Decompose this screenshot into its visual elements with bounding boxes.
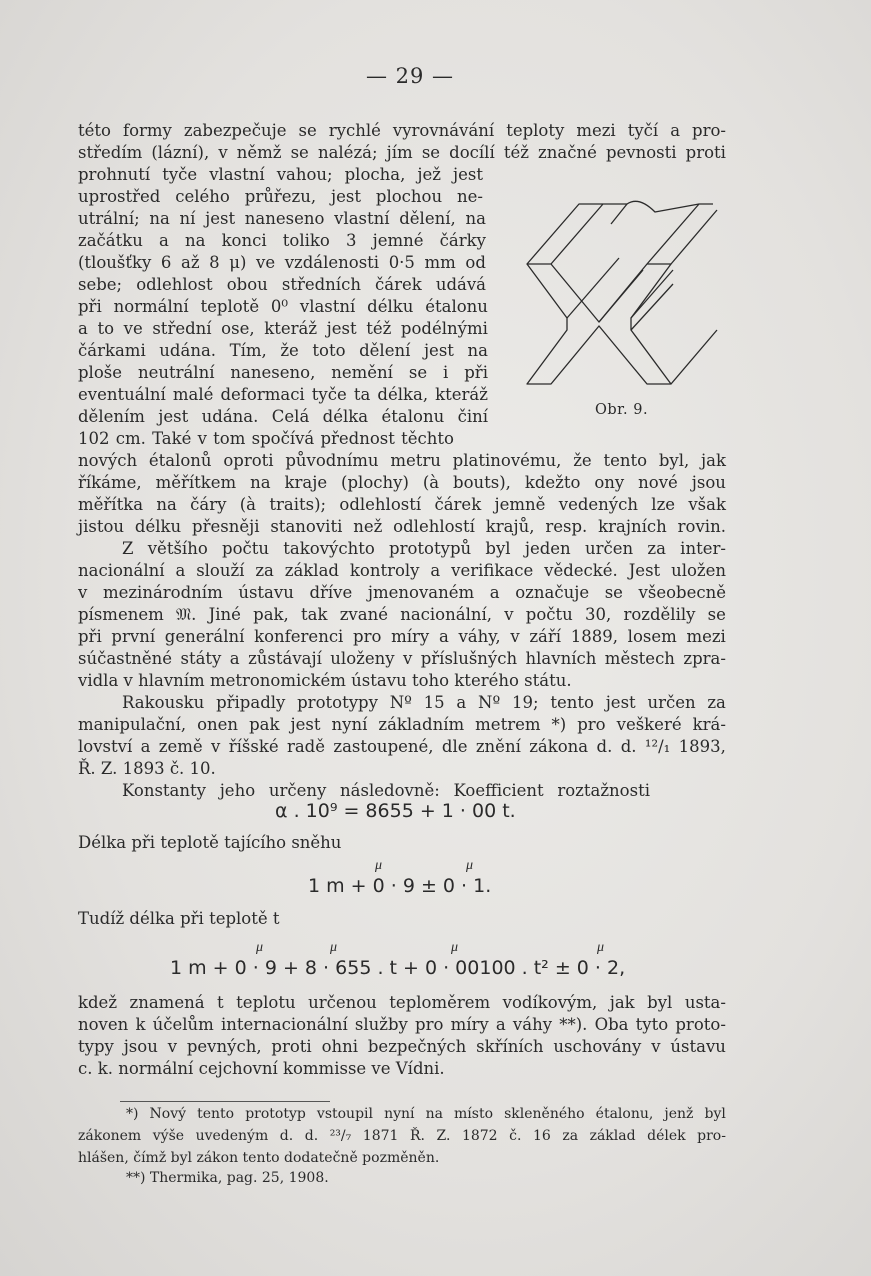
body-line: súčastněné státy a zůstávají uloženy v příslušných hlavních městech zpra- xyxy=(78,649,726,668)
mu-symbol: μ xyxy=(375,858,383,873)
body-line: v mezinárodním ústavu dříve jmenovaném a označuje se všeobecně xyxy=(78,583,726,602)
body-line: začátku a na konci toliko 3 jemné čárky xyxy=(78,231,486,250)
body-line: nacionální a slouží za základ kontroly a verifikace vědecké. Jest uložen xyxy=(78,561,726,580)
body-line: sebe; odlehlost obou středních čárek udává xyxy=(78,275,486,294)
body-line: typy jsou v pevných, proti ohni bezpečných skříních uschovány v ústavu xyxy=(78,1037,726,1056)
body-line: Ř. Z. 1893 č. 10. xyxy=(78,759,216,778)
body-line: eventuální malé deformaci tyče ta délka, kteráž xyxy=(78,385,488,404)
page-number: — 29 — xyxy=(365,64,455,88)
x-section-bar-figure xyxy=(523,190,718,388)
footnote-line: **) Thermika, pag. 25, 1908. xyxy=(126,1170,329,1186)
footnote-line: *) Nový tento prototyp vstoupil nyní na místo skleněného étalonu, jenž byl xyxy=(126,1106,726,1122)
body-line: kdež znamená t teplotu určenou teploměrem vodíkovým, jak byl usta- xyxy=(78,993,726,1012)
body-line: ploše neutrální naneseno, nemění se i při xyxy=(78,363,488,382)
body-line: noven k účelům internacionální služby pro míry a váhy **). Oba tyto proto- xyxy=(78,1015,726,1034)
body-line: jistou délku přesněji stanoviti než odlehlostí krajů, resp. krajních rovin. xyxy=(78,517,726,536)
body-line: říkáme, měřítkem na kraje (plochy) (à bouts), kdežto ony nové jsou xyxy=(78,473,726,492)
body-line: Tudíž délka při teplotě t xyxy=(78,909,280,928)
body-line: uprostřed celého průřezu, jest plochou ne- xyxy=(78,187,483,206)
body-line: vidla v hlavním metronomickém ústavu toho kterého státu. xyxy=(78,671,572,690)
body-line: utrální; na ní jest naneseno vlastní dělení, na xyxy=(78,209,486,228)
equation-length-t: 1 m + 0 · 9 + 8 · 655 . t + 0 · 00100 . t² ± 0 · 2, xyxy=(170,957,626,979)
mu-symbol: μ xyxy=(597,940,605,955)
body-line: (tloušťky 6 až 8 μ) ve vzdálenosti 0·5 mm od xyxy=(78,253,486,272)
body-line: manipulační, onen pak jest nyní základním metrem *) pro veškeré krá- xyxy=(78,715,726,734)
mu-symbol: μ xyxy=(256,940,264,955)
body-line: středím (lázní), v němž se nalézá; jím se docílí též značné pevnosti proti xyxy=(78,143,726,162)
mu-symbol: μ xyxy=(451,940,459,955)
body-line: při normální teplotě 0⁰ vlastní délku étalonu xyxy=(78,297,488,316)
body-line: 102 cm. Také v tom spočívá přednost těchto xyxy=(78,429,454,448)
equation-length-melting: 1 m + 0 · 9 ± 0 · 1. xyxy=(308,875,492,897)
body-line: a to ve střední ose, kteráž jest též podélnými xyxy=(78,319,488,338)
footnote-line: zákonem výše uvedeným d. d. ²³/₇ 1871 Ř. Z. 1872 č. 16 za základ délek pro- xyxy=(78,1128,726,1144)
body-line: nových étalonů oproti původnímu metru platinovému, že tento byl, jak xyxy=(78,451,726,470)
body-line: čárkami udána. Tím, že toto dělení jest na xyxy=(78,341,488,360)
footnote-divider xyxy=(120,1101,330,1102)
body-line: Rakousku připadly prototypy Nº 15 a Nº 19; tento jest určen za xyxy=(122,693,726,712)
footnote-line: hlášen, čímž byl zákon tento dodatečně pozměněn. xyxy=(78,1150,440,1166)
body-line: Délka při teplotě tajícího sněhu xyxy=(78,833,342,852)
mu-symbol: μ xyxy=(330,940,338,955)
body-line: Z většího počtu takovýchto prototypů byl jeden určen za inter- xyxy=(122,539,726,558)
body-line: c. k. normální cejchovní kommisse ve Vídni. xyxy=(78,1059,445,1078)
body-line: měřítka na čáry (à traits); odlehlostí čárek jemně vedených lze však xyxy=(78,495,726,514)
body-line: této formy zabezpečuje se rychlé vyrovnávání teploty mezi tyčí a pro- xyxy=(78,121,726,140)
mu-symbol: μ xyxy=(466,858,474,873)
body-line: Konstanty jeho určeny následovně: Koefficient roztažnosti xyxy=(122,781,650,800)
body-line: prohnutí tyče vlastní vahou; plocha, jež jest xyxy=(78,165,483,184)
body-line: písmenem 𝔐. Jiné pak, tak zvané nacionální, v počtu 30, rozdělily se xyxy=(78,605,726,624)
equation-alpha: α . 10⁹ = 8655 + 1 · 00 t. xyxy=(275,800,516,822)
body-line: dělením jest udána. Celá délka étalonu činí xyxy=(78,407,488,426)
body-line: lovství a země v říšské radě zastoupené, dle znění zákona d. d. ¹²/₁ 1893, xyxy=(78,737,726,756)
body-line: při první generální konferenci pro míry a váhy, v září 1889, losem mezi xyxy=(78,627,726,646)
figure-caption: Obr. 9. xyxy=(595,402,649,418)
